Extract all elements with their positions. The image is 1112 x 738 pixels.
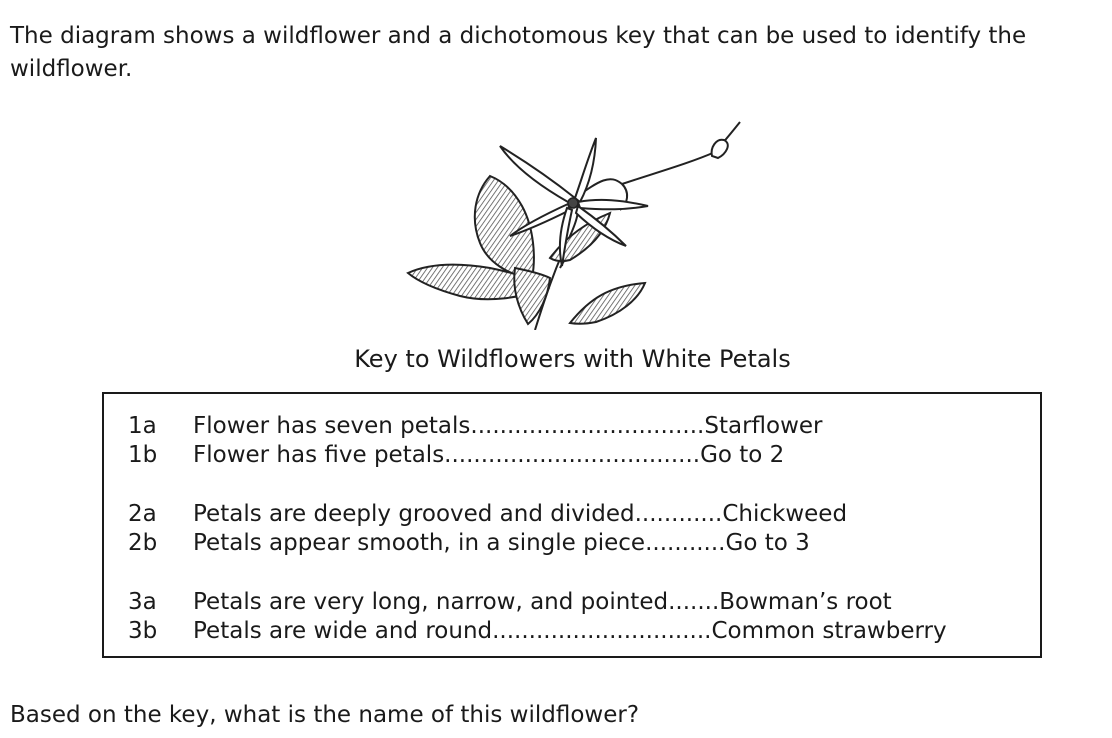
key-code: 2a [128,501,157,527]
key-description: Petals are very long, narrow, and pointed.......Bowman’s root [193,589,892,615]
key-description: Petals are deeply grooved and divided............Chickweed [193,501,848,527]
key-code: 3b [128,618,158,644]
key-description: Petals appear smooth, in a single piece...........Go to 3 [193,530,810,556]
key-description: Petals are wide and round..............................Common strawberry [193,618,947,644]
dichotomous-key-box [102,392,1042,658]
leaves [408,176,645,324]
question-text: Based on the key, what is the name of this wildflower? [10,702,640,728]
key-code: 1a [128,413,157,439]
key-description: Flower has seven petals................................Starflower [193,413,823,439]
wildflower-illustration [400,118,745,330]
key-code: 2b [128,530,158,556]
flower-center [568,198,578,208]
key-description: Flower has five petals...................................Go to 2 [193,442,785,468]
key-title: Key to Wildflowers with White Petals [354,345,791,373]
key-code: 3a [128,589,157,615]
intro-text: The diagram shows a wildflower and a dichotomous key that can be used to identify the wildflower. [10,23,1027,82]
bud [712,140,728,158]
key-code: 1b [128,442,158,468]
